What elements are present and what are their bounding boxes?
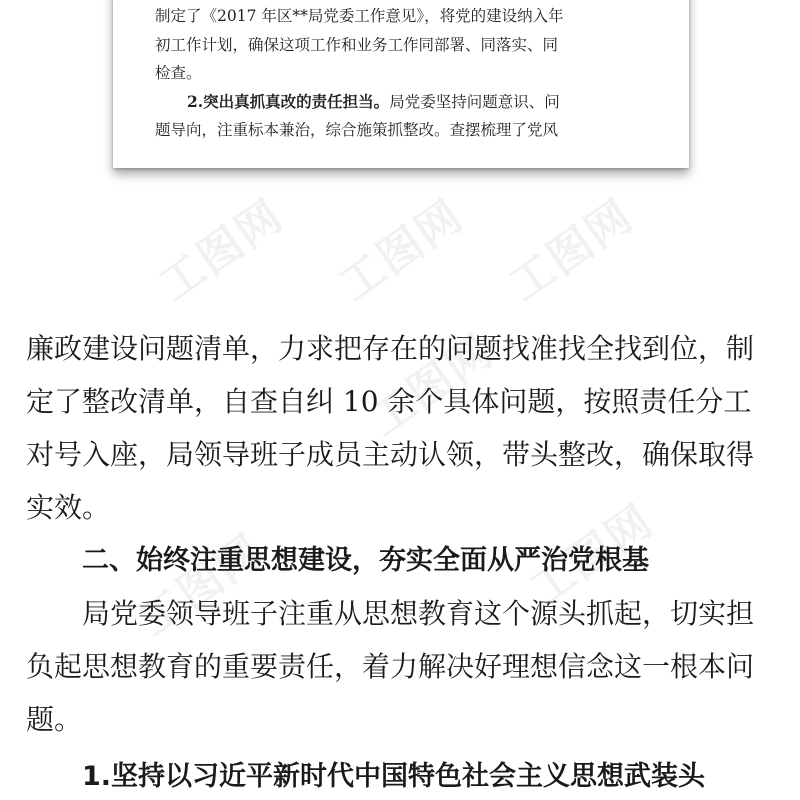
body-line: 廉政建设问题清单，力求把存在的问题找准找全找到位，制 (26, 332, 755, 365)
excerpt-subheading: 2.突出真抓真改的责任担当。 (187, 91, 390, 111)
body-line: 对号入座，局领导班子成员主动认领，带头整改，确保取得 (26, 438, 755, 471)
excerpt-subheading-rest: 局党委坚持问题意识、问 (389, 92, 560, 111)
excerpt-line: 制定了《2017 年区**局党委工作意见》，将党的建设纳入年 (155, 7, 564, 25)
excerpt-line: 初工作计划，确保这项工作和业务工作同部署、同落实、同 (155, 35, 559, 54)
excerpt-subheading-line (155, 88, 653, 117)
body-line: 题。 (26, 703, 83, 736)
watermark: 工图网 (150, 190, 293, 312)
excerpt-line: 题导向，注重标本兼治，综合施策抓整改。查摆梳理了党风 (155, 121, 559, 139)
section-heading: 二、始终注重思想建设，夯实全面从严治党根基 (82, 545, 649, 576)
body-line: 局党委领导班子注重从思想教育这个源头抓起，切实担 (82, 597, 755, 630)
excerpt-line: 检查。 (155, 64, 202, 82)
watermark: 工图网 (360, 325, 503, 447)
watermark: 工图网 (520, 495, 663, 617)
watermark: 工图网 (330, 190, 473, 312)
watermark: 工图网 (500, 190, 643, 312)
document-body (26, 322, 776, 800)
sub-heading: 1.坚持以习近平新时代中国特色社会主义思想武装头 (82, 761, 706, 792)
watermark: 工图网 (130, 525, 273, 647)
excerpt-line (155, 0, 653, 2)
excerpt-text (155, 0, 653, 145)
body-line: 负起思想教育的重要责任，着力解决好理想信念这一根本问 (26, 650, 755, 683)
body-line: 实效。 (26, 491, 111, 524)
excerpt-card (113, 0, 689, 168)
body-line: 定了整改清单，自查自纠 10 余个具体问题，按照责任分工 (26, 385, 752, 418)
